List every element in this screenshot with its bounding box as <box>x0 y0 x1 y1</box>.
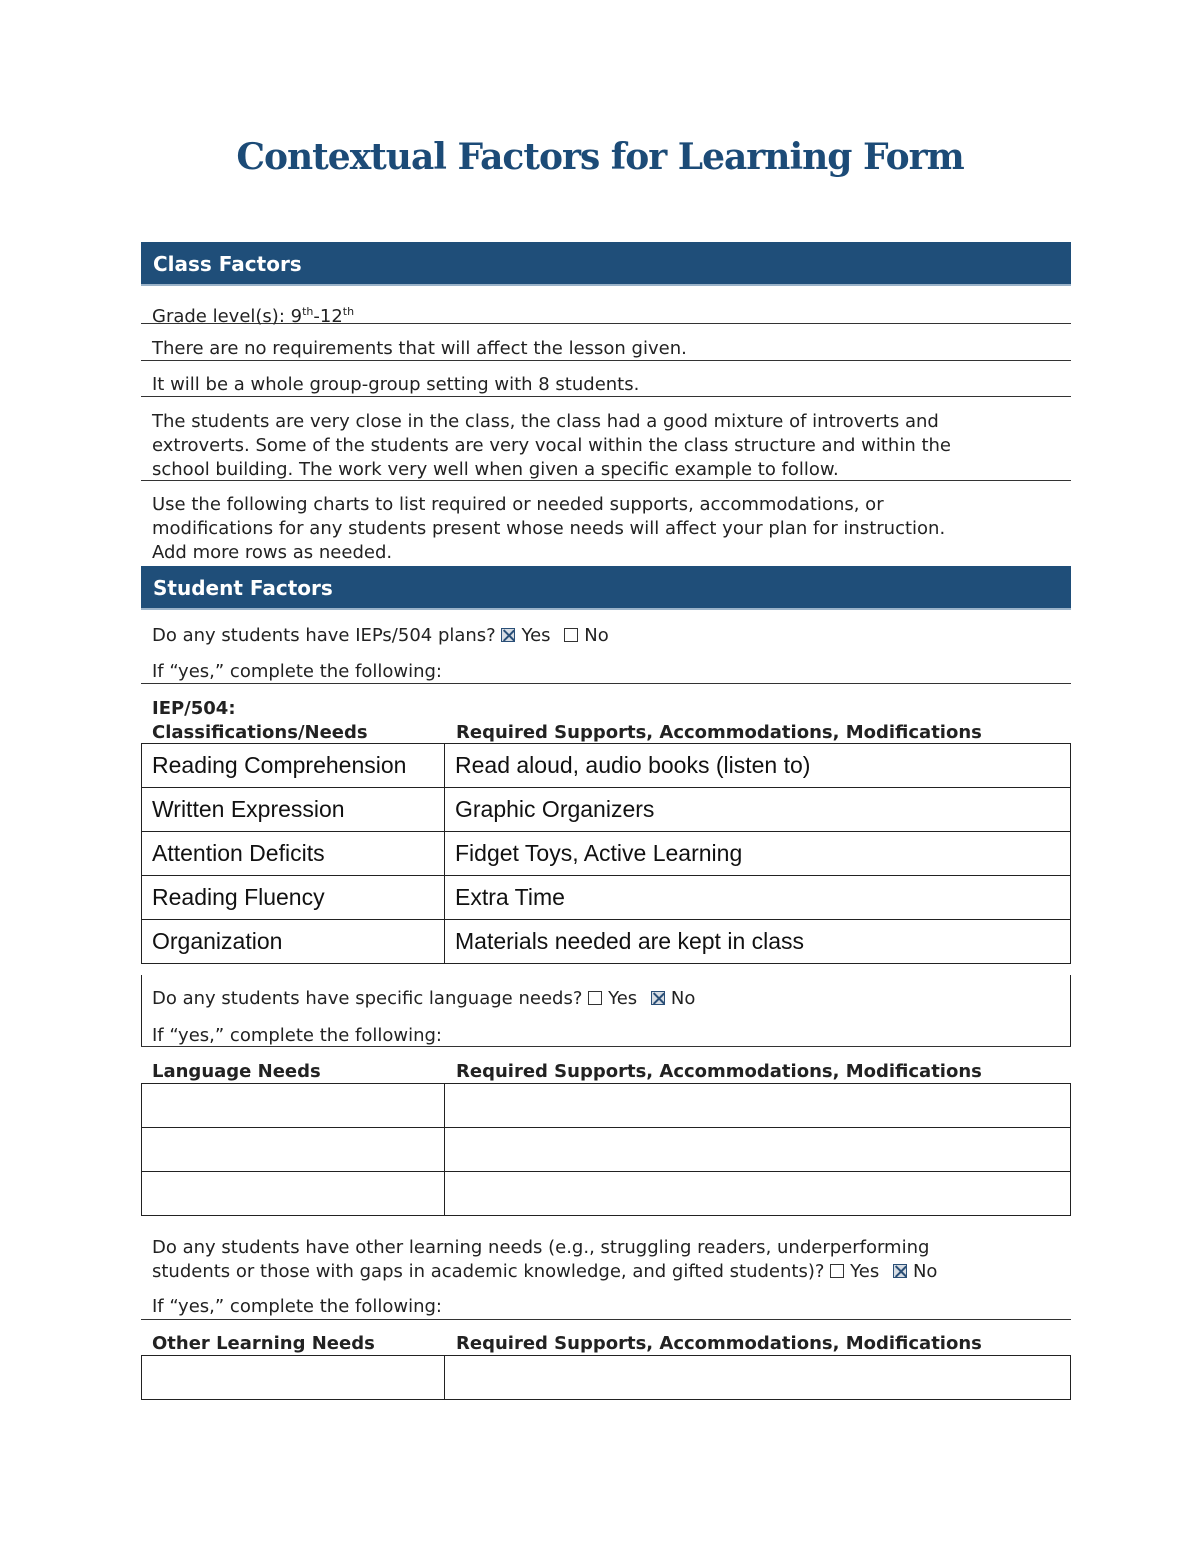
divider <box>141 323 1071 324</box>
student-factors-header: Student Factors <box>141 566 1071 610</box>
instructions-line: modifications for any students present whose needs will affect your plan for instruction. <box>152 518 946 539</box>
iep-yes-checkbox[interactable] <box>501 628 515 642</box>
other-no-label: No <box>912 1261 938 1282</box>
language-col-head: Language Needs <box>152 1061 321 1082</box>
iep-need-cell[interactable]: Organization <box>142 920 445 964</box>
table-row <box>142 1128 1071 1172</box>
language-need-cell[interactable] <box>142 1128 445 1172</box>
description-line: The students are very close in the class, the class had a good mixture of introverts and <box>152 411 939 432</box>
table-row <box>142 1084 1071 1128</box>
iep-yes-label: Yes <box>521 625 551 646</box>
iep-support-cell[interactable]: Read aloud, audio books (listen to) <box>445 744 1071 788</box>
iep-need-cell[interactable]: Written Expression <box>142 788 445 832</box>
description-line: extroverts. Some of the students are very vocal within the class structure and within the <box>152 435 951 456</box>
grade-from: 9 <box>290 306 303 327</box>
language-supports-col-head: Required Supports, Accommodations, Modifications <box>456 1061 982 1082</box>
other-col-head: Other Learning Needs <box>152 1333 375 1354</box>
language-support-cell[interactable] <box>445 1172 1071 1216</box>
instructions-line: Add more rows as needed. <box>152 542 393 563</box>
language-support-cell[interactable] <box>445 1128 1071 1172</box>
iep-need-cell[interactable]: Attention Deficits <box>142 832 445 876</box>
other-need-cell[interactable] <box>142 1356 445 1400</box>
iep-support-cell[interactable]: Graphic Organizers <box>445 788 1071 832</box>
iep-need-cell[interactable]: Reading Fluency <box>142 876 445 920</box>
language-support-cell[interactable] <box>445 1084 1071 1128</box>
other-yes-label: Yes <box>850 1261 880 1282</box>
iep-no-label: No <box>584 625 609 646</box>
grade-from-sup: th <box>302 305 314 318</box>
iep-question: Do any students have IEPs/504 plans? <box>152 625 496 646</box>
iep-table <box>141 743 1071 964</box>
table-row <box>142 1356 1071 1400</box>
language-no-checkbox[interactable] <box>651 991 665 1005</box>
iep-support-cell[interactable]: Fidget Toys, Active Learning <box>445 832 1071 876</box>
iep-col-head-line2: Classifications/Needs <box>152 722 368 743</box>
language-question: Do any students have specific language needs? <box>152 988 583 1009</box>
other-question-line2: students or those with gaps in academic knowledge, and gifted students)? <box>152 1261 825 1282</box>
grade-sep: -12 <box>313 306 343 327</box>
divider <box>141 1046 1071 1047</box>
language-need-cell[interactable] <box>142 1084 445 1128</box>
language-yes-label: Yes <box>608 988 638 1009</box>
language-need-cell[interactable] <box>142 1172 445 1216</box>
divider <box>141 1319 1071 1320</box>
iep-supports-col-head: Required Supports, Accommodations, Modifications <box>456 722 982 743</box>
class-factors-header: Class Factors <box>141 242 1071 286</box>
setting-text: It will be a whole group-group setting with 8 students. <box>152 374 640 395</box>
divider <box>141 396 1071 397</box>
language-question-row <box>152 987 695 1011</box>
iep-support-cell[interactable]: Materials needed are kept in class <box>445 920 1071 964</box>
language-table <box>141 1083 1071 1216</box>
other-support-cell[interactable] <box>445 1356 1071 1400</box>
grade-label: Grade level(s): <box>152 306 291 327</box>
language-yes-checkbox[interactable] <box>588 991 602 1005</box>
language-no-label: No <box>670 988 696 1009</box>
grade-level <box>152 300 354 329</box>
table-row <box>142 920 1071 964</box>
iep-col-head-line1: IEP/504: <box>152 698 236 719</box>
table-row <box>142 832 1071 876</box>
other-yes-checkbox[interactable] <box>830 1264 844 1278</box>
divider <box>141 683 1071 684</box>
other-supports-col-head: Required Supports, Accommodations, Modifications <box>456 1333 982 1354</box>
instructions-line: Use the following charts to list required or needed supports, accommodations, or <box>152 494 884 515</box>
other-question-row <box>152 1260 937 1284</box>
page-title: Contextual Factors for Learning Form <box>236 136 964 178</box>
table-row <box>142 876 1071 920</box>
requirements-text: There are no requirements that will affect the lesson given. <box>152 338 687 359</box>
table-row <box>142 788 1071 832</box>
description-line: school building. The work very well when given a specific example to follow. <box>152 459 839 480</box>
other-question-line1: Do any students have other learning needs (e.g., struggling readers, underperforming <box>152 1237 930 1258</box>
other-no-checkbox[interactable] <box>893 1264 907 1278</box>
if-yes-text: If “yes,” complete the following: <box>152 1296 442 1317</box>
grade-to-sup: th <box>342 305 355 318</box>
divider <box>141 480 1071 481</box>
iep-question-row <box>152 624 609 648</box>
table-row <box>142 1172 1071 1216</box>
if-yes-text: If “yes,” complete the following: <box>152 1025 442 1046</box>
if-yes-text: If “yes,” complete the following: <box>152 661 442 682</box>
other-table <box>141 1355 1071 1400</box>
divider <box>141 360 1071 361</box>
iep-support-cell[interactable]: Extra Time <box>445 876 1071 920</box>
iep-no-checkbox[interactable] <box>564 628 578 642</box>
table-row <box>142 744 1071 788</box>
iep-need-cell[interactable]: Reading Comprehension <box>142 744 445 788</box>
